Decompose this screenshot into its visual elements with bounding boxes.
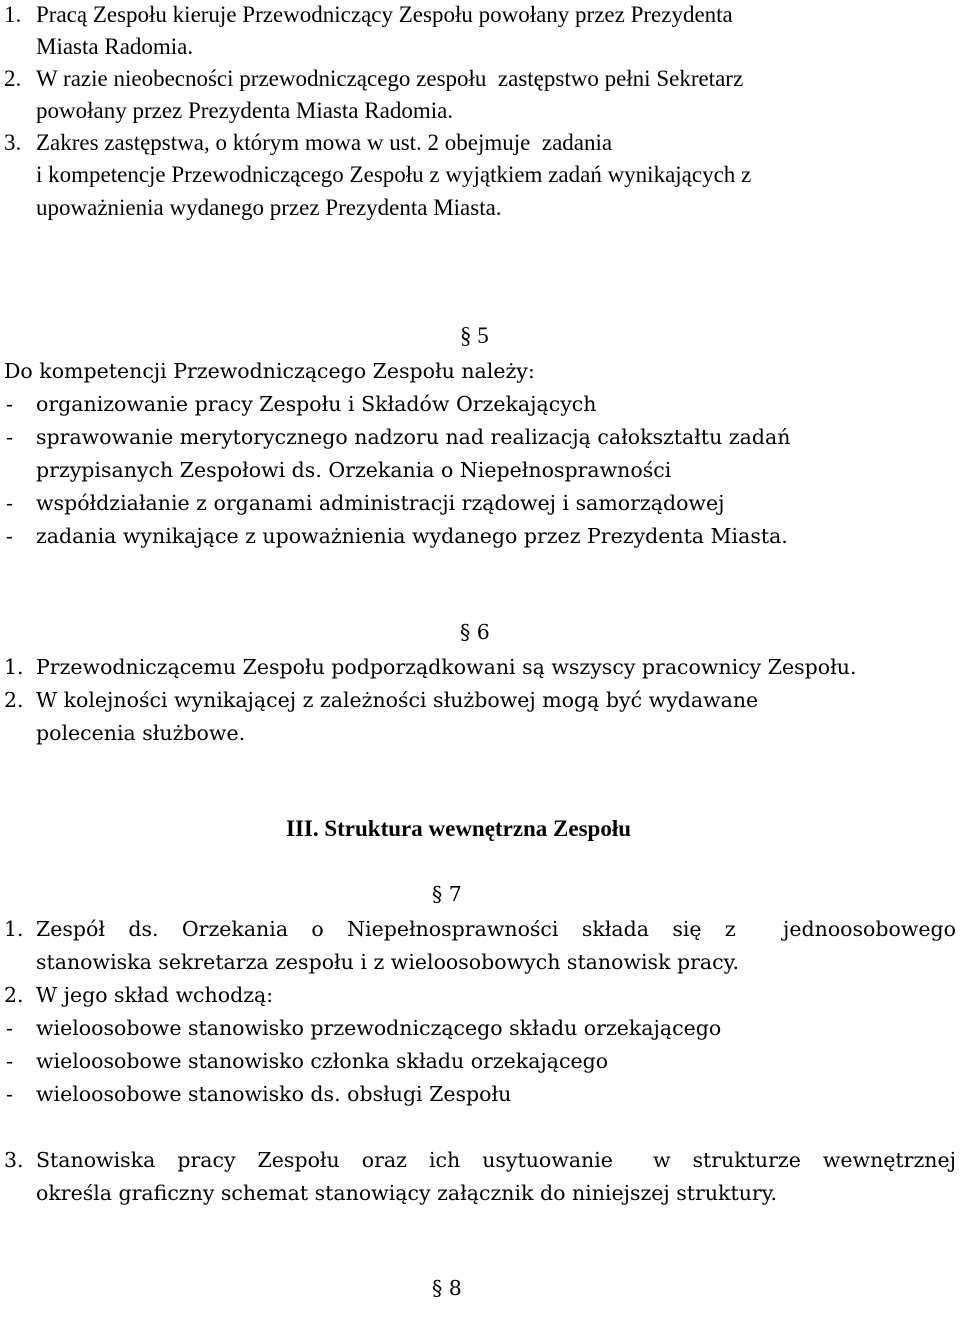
word: Zespołu xyxy=(257,1148,340,1172)
chapter-3-title-row xyxy=(0,784,960,841)
s6-item1 xyxy=(0,652,960,682)
s7-bullet2 xyxy=(0,1046,960,1076)
chapter-3-title: III. Struktura wewnętrzna Zespołu xyxy=(286,816,632,841)
s4-item2-line1 xyxy=(0,64,960,94)
section-8-heading-row xyxy=(0,1243,960,1300)
s5-item4 xyxy=(0,521,960,551)
s4-item3-line3 xyxy=(0,193,960,223)
s7-item3-line2 xyxy=(0,1178,960,1208)
word: pracy xyxy=(177,1148,236,1172)
s7-item1-line1 xyxy=(0,914,960,944)
list-number: 2. xyxy=(4,688,24,712)
list-number: 2. xyxy=(4,983,24,1007)
s7-item1-line2 xyxy=(0,947,960,977)
list-text: wieloosobowe stanowisko członka składu orzekającego xyxy=(36,1049,609,1073)
bullet-dash: - xyxy=(6,491,13,515)
s6-item2-line1 xyxy=(0,685,960,715)
s5-item2-line2 xyxy=(0,455,960,485)
list-text: W jego skład wchodzą: xyxy=(36,983,274,1007)
bullet-dash: - xyxy=(6,425,13,449)
section-5-heading-row xyxy=(24,291,960,348)
bullet-dash: - xyxy=(6,1049,13,1073)
section-7-heading: § 7 xyxy=(432,882,462,906)
section-5-heading: § 5 xyxy=(460,323,489,348)
list-text: stanowiska sekretarza zespołu i z wieloosobowych stanowisk pracy. xyxy=(36,950,740,974)
section-8-heading: § 8 xyxy=(432,1276,462,1300)
list-text: Pracą Zespołu kieruje Przewodniczący Zespołu powołany przez Prezydenta xyxy=(36,2,733,27)
s5-item2-line1 xyxy=(0,422,960,452)
list-number: 2. xyxy=(4,66,22,91)
s7-item3-line1 xyxy=(0,1145,960,1175)
list-number: 1. xyxy=(4,917,24,941)
s4-item2-line2 xyxy=(0,96,960,126)
list-text: powołany przez Prezydenta Miasta Radomia. xyxy=(36,98,454,123)
word: jednoosobowego xyxy=(783,917,956,941)
section-6-heading-row xyxy=(0,587,960,644)
list-text: wieloosobowe stanowisko ds. obsługi Zespołu xyxy=(36,1082,512,1106)
list-text: zadania wynikające z upoważnienia wydanego przez Prezydenta Miasta. xyxy=(36,524,788,548)
word: o xyxy=(311,917,324,941)
word: Niepełnosprawności xyxy=(347,917,559,941)
word: strukturze xyxy=(692,1148,801,1172)
list-number: 3. xyxy=(4,1148,24,1172)
bullet-dash: - xyxy=(6,1016,13,1040)
list-text: organizowanie pracy Zespołu i Składów Orzekających xyxy=(36,392,597,416)
s5-item3 xyxy=(0,488,960,518)
word: z xyxy=(724,917,736,941)
list-text: i kompetencje Przewodniczącego Zespołu z wyjątkiem zadań wynikających z xyxy=(36,162,752,187)
s7-bullet3 xyxy=(0,1079,960,1109)
list-number: 3. xyxy=(4,130,22,155)
list-text: Zakres zastępstwa, o którym mowa w ust. 2 obejmuje zadania xyxy=(36,130,613,155)
list-number: 1. xyxy=(4,655,24,679)
list-text: W kolejności wynikającej z zależności służbowej mogą być wydawane xyxy=(36,688,759,712)
section-6-heading: § 6 xyxy=(460,620,490,644)
justified-line xyxy=(36,1145,956,1175)
list-text: polecenia służbowe. xyxy=(36,721,246,745)
list-number: 1. xyxy=(4,2,22,27)
s4-item3-line2 xyxy=(0,160,960,190)
justified-line xyxy=(36,914,956,944)
list-text: współdziałanie z organami administracji rządowej i samorządowej xyxy=(36,491,725,515)
word: wewnętrznej xyxy=(822,1148,956,1172)
s5-intro-row xyxy=(0,356,960,386)
bullet-dash: - xyxy=(6,392,13,416)
section-7-heading-row xyxy=(0,849,960,906)
s7-item2 xyxy=(0,980,960,1010)
list-text: upoważnienia wydanego przez Prezydenta Miasta. xyxy=(36,195,502,220)
s4-item3-line1 xyxy=(0,128,960,158)
list-text: Miasta Radomia. xyxy=(36,34,194,59)
list-text: przypisanych Zespołowi ds. Orzekania o Niepełnosprawności xyxy=(36,458,672,482)
word: Orzekania xyxy=(181,917,289,941)
s5-intro: Do kompetencji Przewodniczącego Zespołu należy: xyxy=(4,359,535,383)
s5-item1 xyxy=(0,389,960,419)
list-text: W razie nieobecności przewodniczącego zespołu zastępstwo pełni Sekretarz xyxy=(36,66,744,91)
word: Zespół xyxy=(36,917,106,941)
word: oraz xyxy=(361,1148,407,1172)
s4-item1-line2 xyxy=(0,32,960,62)
word: usytuowanie xyxy=(482,1148,613,1172)
list-text: wieloosobowe stanowisko przewodniczącego składu orzekającego xyxy=(36,1016,722,1040)
list-text: sprawowanie merytorycznego nadzoru nad realizacją całokształtu zadań xyxy=(36,425,791,449)
s4-item1-line1 xyxy=(0,0,960,30)
word: składa xyxy=(581,917,649,941)
s6-item2-line2 xyxy=(0,718,960,748)
word: w xyxy=(652,1148,671,1172)
bullet-dash: - xyxy=(6,524,13,548)
s7-bullet1 xyxy=(0,1013,960,1043)
list-text: określa graficzny schemat stanowiący załącznik do niniejszej struktury. xyxy=(36,1181,778,1205)
word: ds. xyxy=(128,917,159,941)
word: ich xyxy=(428,1148,461,1172)
word: się xyxy=(672,917,702,941)
bullet-dash: - xyxy=(6,1082,13,1106)
word: Stanowiska xyxy=(36,1148,156,1172)
list-text: Przewodniczącemu Zespołu podporządkowani są wszyscy pracownicy Zespołu. xyxy=(36,655,857,679)
